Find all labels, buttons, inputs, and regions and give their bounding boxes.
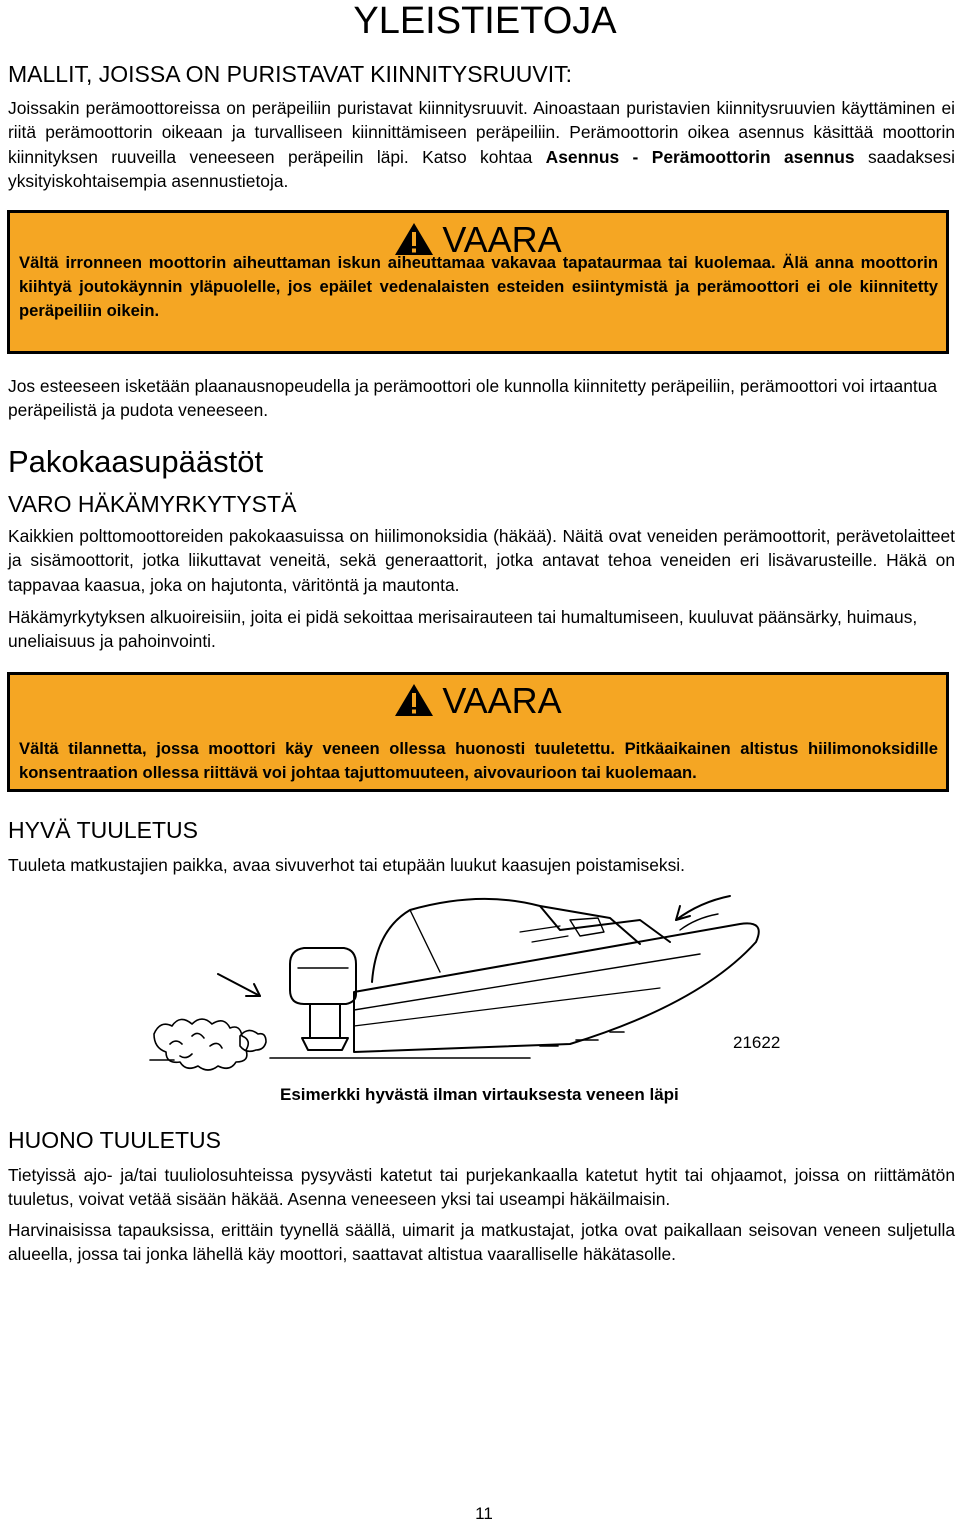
warning-header [10, 681, 946, 725]
danger-warning-box [7, 210, 949, 354]
figure-number: 21622 [733, 1033, 781, 1052]
airflow-arrow [676, 896, 730, 930]
section-heading-good-ventilation: HYVÄ TUULETUS [8, 817, 199, 843]
warning-triangle-icon [394, 683, 434, 725]
paragraph-good-ventilation: Tuuleta matkustajien paikka, avaa sivuverhot tai etupään luukut kaasujen poistamiseksi. [8, 855, 686, 875]
cross-reference: Asennus - Perämoottorin asennus [545, 146, 855, 167]
paragraph-text: saadaksesi yksityiskohtaisempia asennustietoja. [8, 146, 955, 192]
danger-warning-box [7, 672, 949, 792]
paragraph-exhaust-1: Kaikkien polttomoottoreiden pakokaasuissa on hiilimonoksidia (häkää). Näitä ovat veneiden perämoottorit, perävetolaitteet ja sisämoottorit, jotka liikuttavat veneitä, sekä generaattorit, jotka antavat tehoa veneiden eri lisävarusteille. Häkä on tappavaa kaasua, joka on hajutonta, väritöntä ja mautonta. [8, 526, 955, 595]
airflow-arrow [218, 974, 260, 996]
section-heading-clamp-models: MALLIT, JOISSA ON PURISTAVAT KIINNITYSRUUVIT: [8, 61, 573, 87]
warning-label: VAARA [442, 219, 562, 260]
paragraph-poor-ventilation-1: Tietyissä ajo- ja/tai tuuliolosuhteissa pysyvästi katetut tai purjekankaalla katetut hytit tai ohjaamot, joissa on riittämätön tuuletus, voivat vetää sisään häkää. Asenna veneeseen yksi tai useampi häkäilmaisin. [8, 1165, 955, 1210]
section-paragraph-clamp-models [8, 96, 955, 194]
paragraph-poor-ventilation-2: Harvinaisissa tapauksissa, erittäin tyynellä säällä, uimarit ja matkustajat, jotka ovat paikallaan seisovan veneen suljetulla alueella, jossa tai jonka lähellä käy moottori, saattavat altistua vaaralliselle häkätasolle. [8, 1220, 955, 1265]
page-number: 11 [475, 1504, 493, 1523]
warning-label: VAARA [442, 680, 562, 721]
exhaust-smoke [154, 1019, 266, 1070]
section-heading-poor-ventilation: HUONO TUULETUS [8, 1127, 221, 1153]
paragraph-text: Joissakin perämoottoreissa on peräpeiliin puristavat kiinnitysruuvit. Ainoastaan puristavien kiinnitysruuvien käyttäminen ei riitä perämoottorin oikeaan ja turvalliseen kiinnittämiseen peräpeiliin. Perämoottorin oikea asennus käsittää moottorin kiinnityksen ruuveilla veneeseen peräpeilin läpi. Katso kohtaa [8, 98, 955, 167]
boat-canopy [372, 899, 670, 982]
paragraph-exhaust-2: Häkämyrkytyksen alkuoireisiin, joita ei pidä sekoittaa merisairauteen tai humaltumiseen, kuuluvat päänsärky, huimaus, uneliaisuus ja pahoinvointi. [8, 607, 918, 652]
paragraph-impact-note: Jos esteeseen isketään plaanausnopeudella ja perämoottori ole kunnolla kiinnitetty peräpeiliin, perämoottori voi irtaantua peräpeilistä ja pudota veneeseen. [8, 376, 938, 421]
subheading-carbon-monoxide: VARO HÄKÄMYRKYTYSTÄ [8, 491, 297, 517]
warning-text: Vältä irronneen moottorin aiheuttaman iskun aiheuttamaa vakavaa tapataurmaa tai kuolemaa. Älä anna moottorin kiihtyä joutokäynnin yläpuolelle, jos epäilet vedenalaisten esteiden esiintymistä ja perämoottori ei ole kiinnitetty peräpeiliin oikein. [19, 253, 938, 320]
section-heading-exhaust: Pakokaasupäästöt [8, 444, 264, 479]
figure-caption: Esimerkki hyvästä ilman virtauksesta veneen läpi [280, 1085, 679, 1104]
warning-text: Vältä tilannetta, jossa moottori käy veneen ollessa huonosti tuuletettu. Pitkäaikainen altistus hiilimonoksidille konsentraation ollessa riittävä voi johtaa tajuttomuuteen, aivovaurioon tai kuolemaan. [19, 739, 938, 782]
boat-ventilation-illustration [140, 884, 800, 1074]
outboard-motor [290, 948, 356, 1050]
page-title: YLEISTIETOJA [353, 0, 617, 42]
boat-hull [354, 923, 759, 1052]
